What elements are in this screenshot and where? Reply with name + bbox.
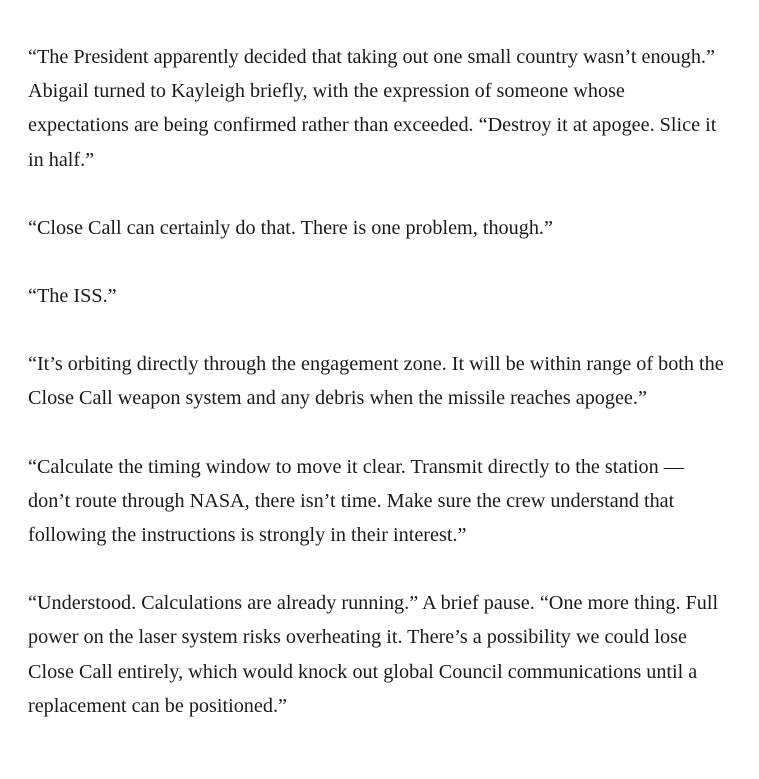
paragraph: “It’s orbiting directly through the engagement zone. It will be within range of both the Close Call weapon system and any debris when the missile reaches apogee.” — [28, 353, 724, 410]
paragraph: “Calculate the timing window to move it clear. Transmit directly to the station — don’t route through NASA, there isn’t time. Make sure the crew understand that following the instructions is strongly in their interest.” — [28, 455, 684, 547]
paragraph: “Understood. Calculations are already running.” A brief pause. “One more thing. Full power on the laser system risks overheating it. There’s a possibility we could lose Close Call entirely, which would knock out global Council communications until a replacement can be positioned.” — [28, 592, 719, 717]
paragraph: “The ISS.” — [28, 285, 117, 308]
story-text — [28, 40, 728, 757]
paragraph: “Close Call can certainly do that. There is one problem, though.” — [28, 216, 553, 239]
paragraph: “The President apparently decided that taking out one small country wasn’t enough.” Abigail turned to Kayleigh briefly, with the expression of someone whose expectations are being confirmed rather than exceeded. “Destroy it at apogee. Slice it in half.” — [28, 46, 717, 171]
